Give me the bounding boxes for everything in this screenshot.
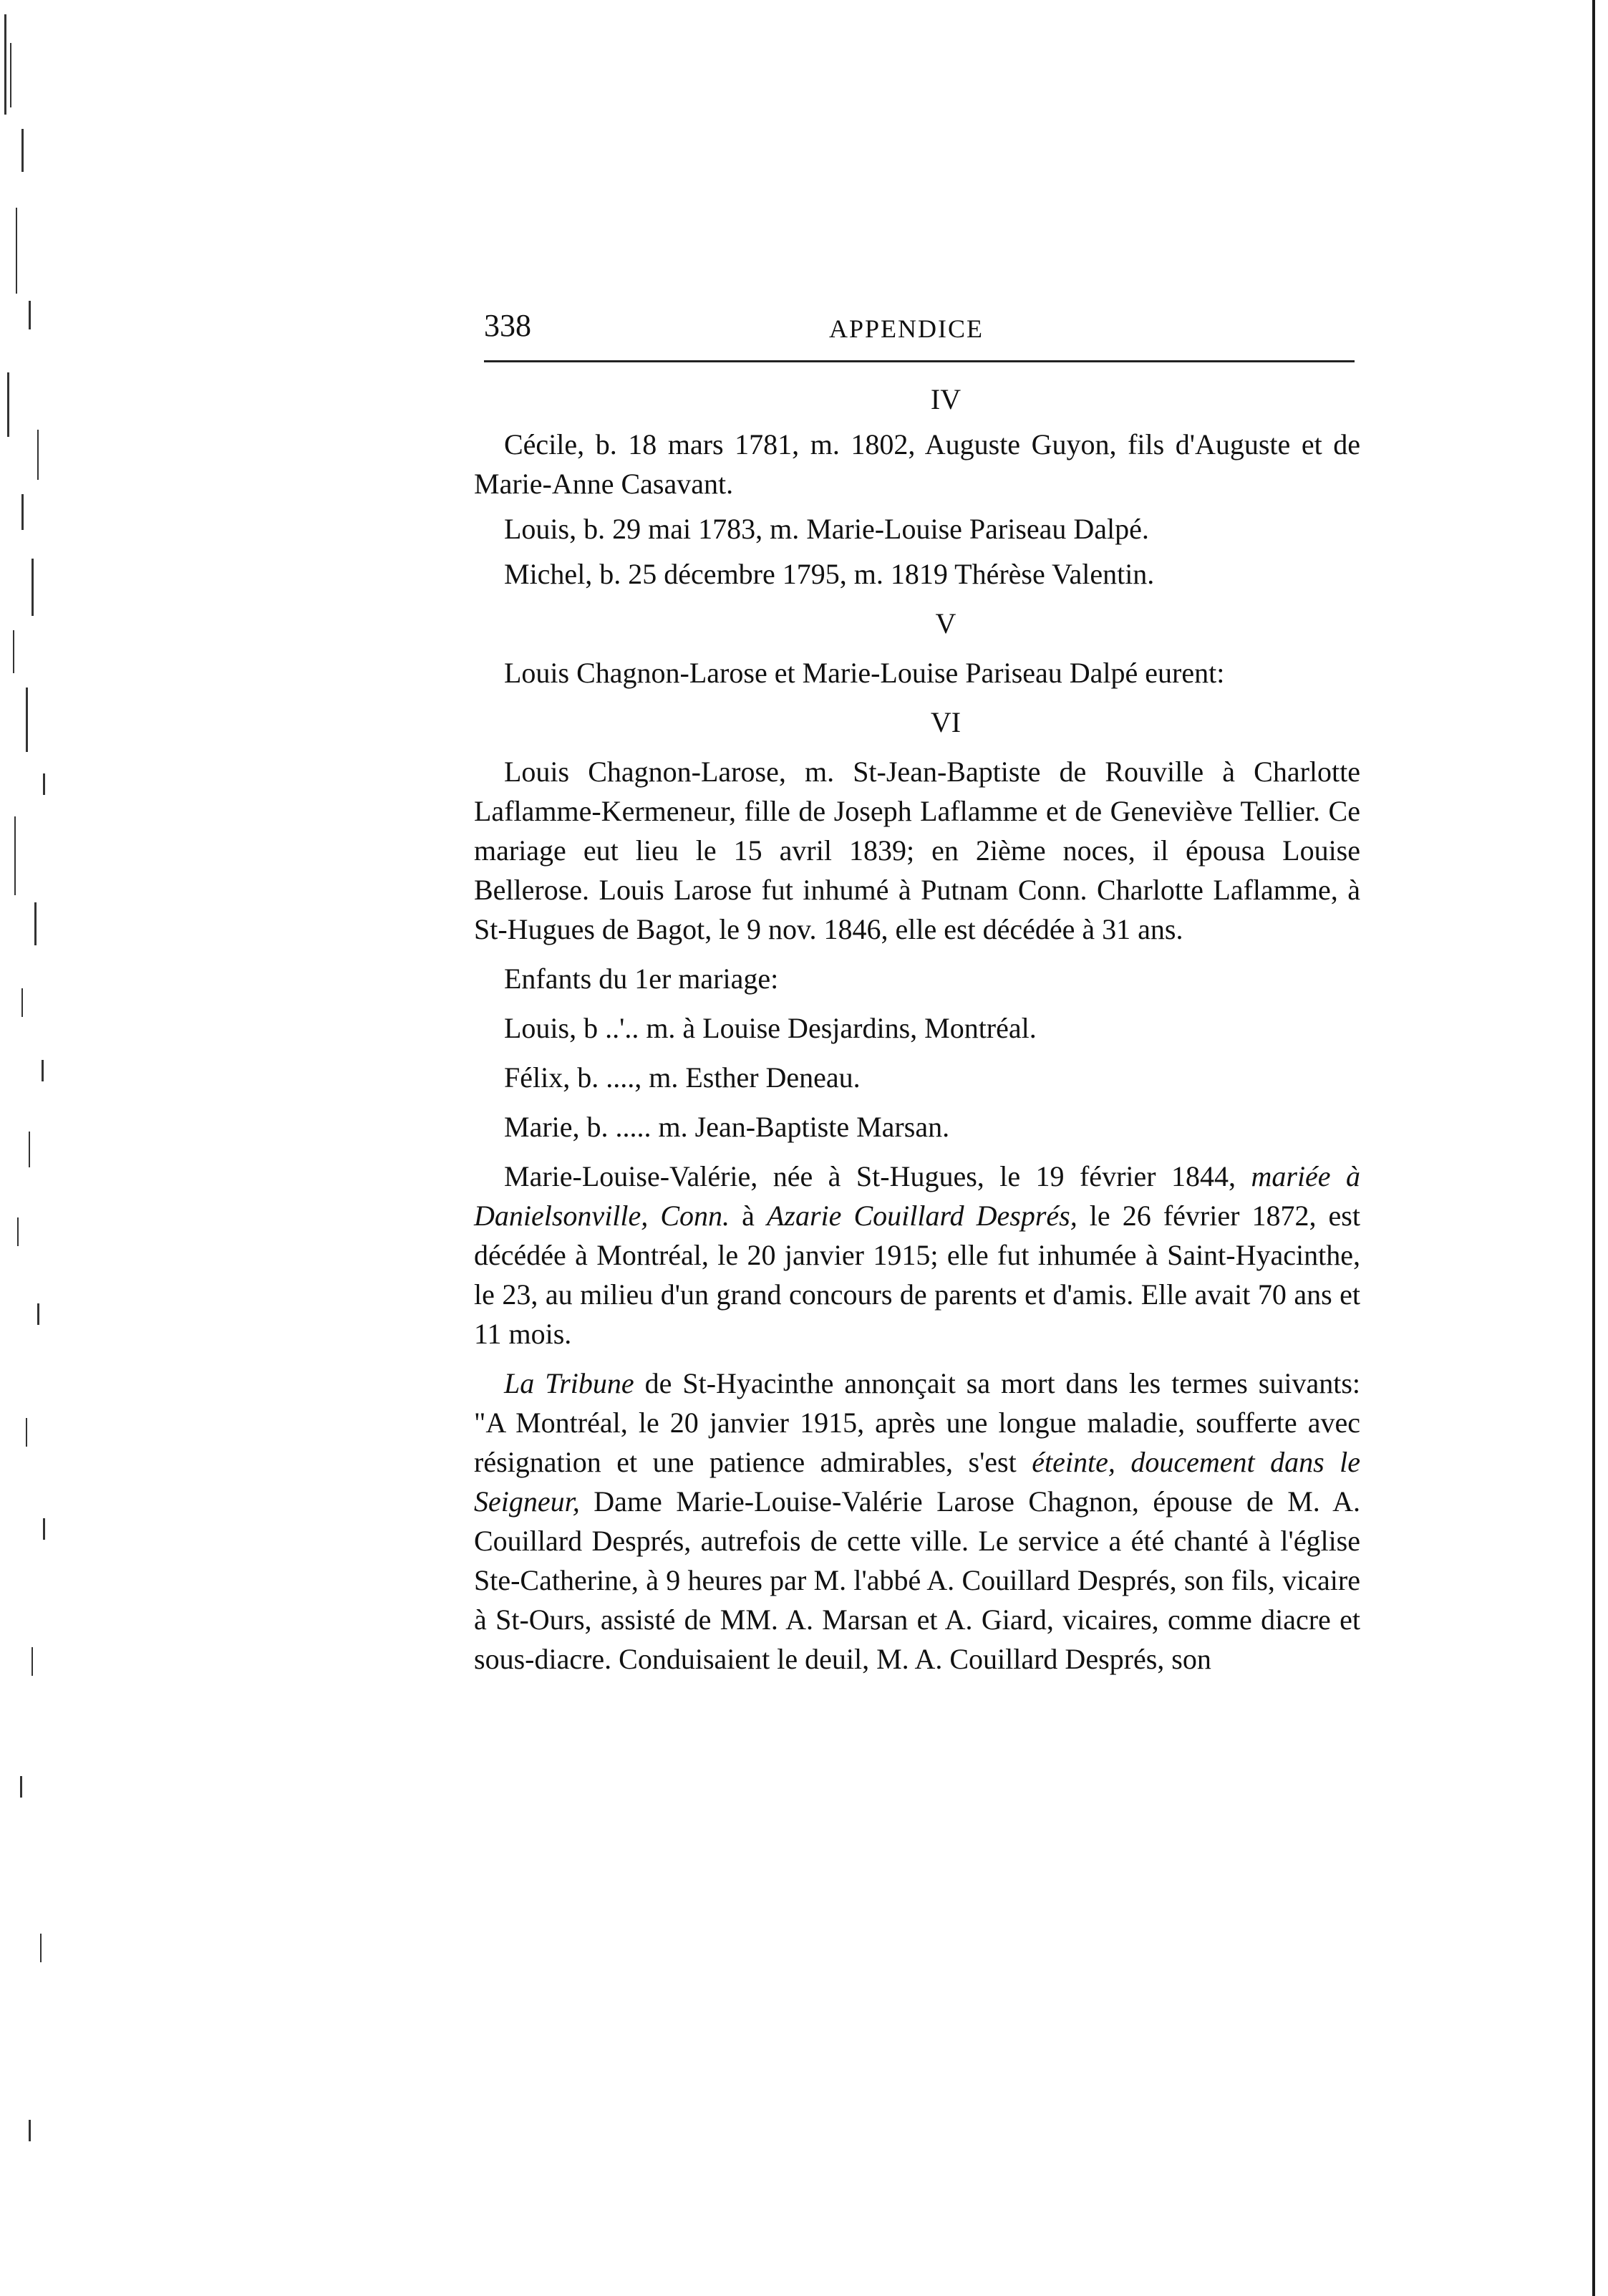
scan-edge-artifacts xyxy=(0,0,86,2296)
paragraph-marie-louise-valerie xyxy=(474,1157,1360,1354)
page-header xyxy=(484,304,1357,356)
entry-michel: Michel, b. 25 décembre 1795, m. 1819 Thérèse Valentin. xyxy=(504,558,1155,590)
mlv-text-d: Azarie Couillard Després, xyxy=(766,1200,1077,1232)
child-entry-marie: Marie, b. ..... m. Jean-Baptiste Marsan. xyxy=(504,1111,950,1143)
section-heading-iv: IV xyxy=(930,383,962,415)
mlv-text-e: le 26 février 1872, est décédée à Montréal, le 20 janvier 1915; elle fut inhumée à Saint-Hyacinthe, le 23, au milieu d'un grand concours de parents et d'amis. Elle avait 70 ans et 11 mois. xyxy=(474,1200,1360,1350)
tribune-text-a: de St-Hyacinthe annonçait sa mort dans les termes suivants: "A Montréal, le 20 janvier 1915, après une longue maladie, soufferte avec résignation et une patience admirables, s'est xyxy=(474,1367,1361,1478)
page-body xyxy=(474,380,1360,1679)
child-entry-louis: Louis, b ..'.. m. à Louise Desjardins, Montréal. xyxy=(504,1012,1037,1044)
children-label: Enfants du 1er mariage: xyxy=(504,963,779,995)
child-entry-felix: Félix, b. ...., m. Esther Deneau. xyxy=(504,1061,861,1094)
mlv-text-b: mariée à Danielsonville, Conn. xyxy=(474,1160,1361,1232)
paragraph-eurent: Louis Chagnon-Larose et Marie-Louise Pariseau Dalpé eurent: xyxy=(504,657,1225,689)
entry-louis: Louis, b. 29 mai 1783, m. Marie-Louise Pariseau Dalpé. xyxy=(504,513,1149,545)
header-divider xyxy=(484,360,1355,362)
paragraph-la-tribune xyxy=(474,1364,1360,1679)
section-heading-v: V xyxy=(935,607,956,640)
paragraph-louis-chagnon-larose: Louis Chagnon-Larose, m. St-Jean-Baptiste de Rouville à Charlotte Laflamme-Kermeneur, fille de Joseph Laflamme et de Geneviève Tellier. Ce mariage eut lieu le 15 avril 1839; en 2ième noces, il épousa Louise Bellerose. Louis Larose fut inhumé à Putnam Conn. Charlotte Laflamme, à St-Hugues de Bagot, le 9 nov. 1846, elle est décédée à 31 ans. xyxy=(474,756,1360,945)
tribune-text-b: éteinte, doucement dans le Seigneur, xyxy=(474,1446,1361,1518)
paragraph-cecile: Cécile, b. 18 mars 1781, m. 1802, Auguste Guyon, fils d'Auguste et de Marie-Anne Casavant. xyxy=(474,428,1360,500)
mlv-text-c: à xyxy=(730,1200,767,1232)
mlv-text-a: Marie-Louise-Valérie, née à St-Hugues, le 19 février 1844, xyxy=(504,1160,1251,1192)
tribune-text-c: Dame Marie-Louise-Valérie Larose Chagnon, épouse de M. A. Couillard Després, autrefois de cette ville. Le service a été chanté à l'église Ste-Catherine, à 9 heures par M. l'abbé A. Couillard Després, son fils, vicaire à St-Ours, assisté de MM. A. Marsan et A. Giard, vicaires, comme diacre et sous-diacre. Conduisaient le deuil, M. A. Couillard Després, son xyxy=(474,1485,1360,1675)
tribune-title: La Tribune xyxy=(504,1367,634,1399)
section-heading-vi: VI xyxy=(930,706,962,738)
page-number: 338 xyxy=(484,308,531,343)
running-head: APPENDICE xyxy=(829,314,984,343)
scan-right-edge xyxy=(1592,0,1595,2296)
